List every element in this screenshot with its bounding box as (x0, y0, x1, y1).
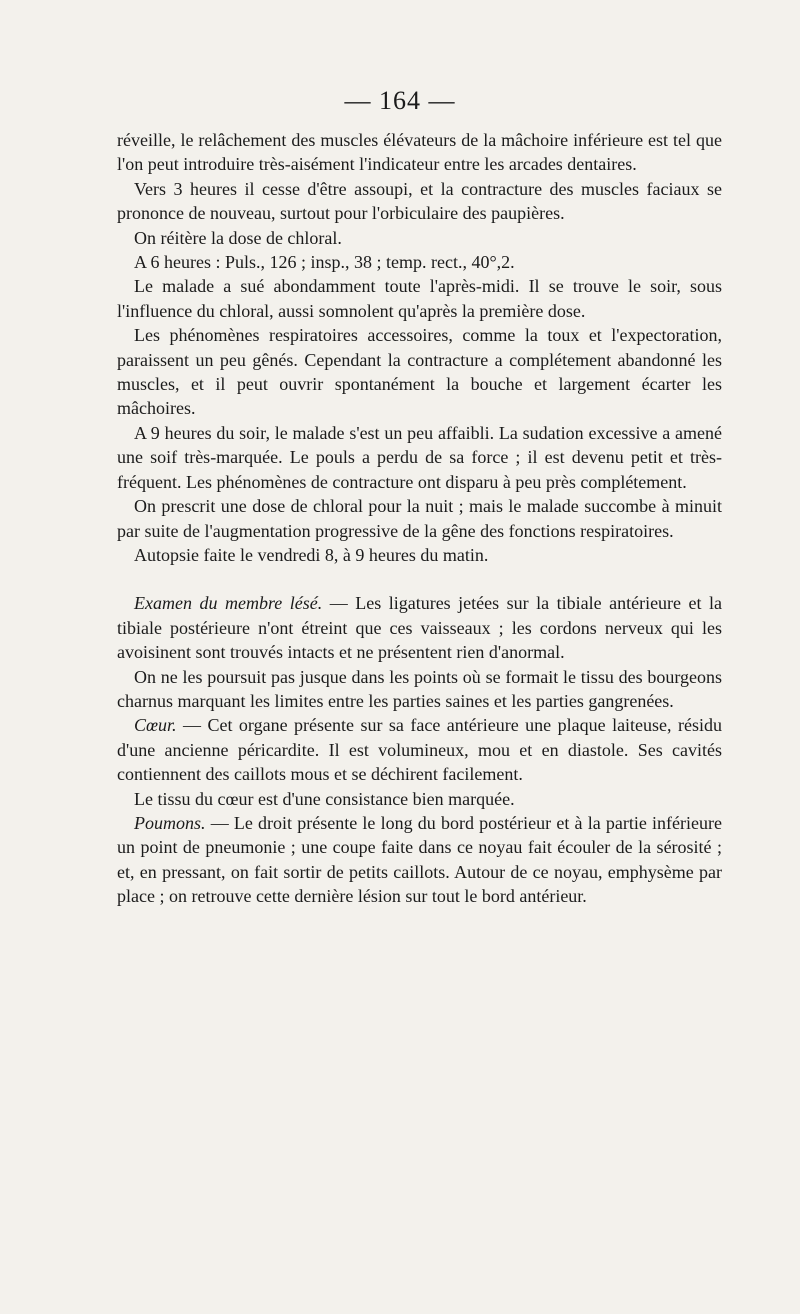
paragraph-coeur-text: — Cet organe présente sur sa face antérieure une plaque laiteuse, résidu d'une ancienne péricardite. Il est volumineux, mou et en diastole. Ses cavités contiennent des caillots mous et se déchirent facilement. (117, 715, 722, 785)
paragraph-8: On prescrit une dose de chloral pour la nuit ; mais le malade succombe à minuit par suite de l'augmentation progressive de la gêne des fonctions respiratoires. (117, 496, 722, 541)
section-heading-poumons: Poumons. (134, 812, 206, 833)
paragraph-7: A 9 heures du soir, le malade s'est un peu affaibli. La sudation excessive a amené une soif très-marquée. Le pouls a perdu de sa force ; il est devenu petit et très-fréquent. Les phénomènes de contracture ont disparu à peu près complétement. (117, 422, 722, 492)
paragraph-4: A 6 heures : Puls., 126 ; insp., 38 ; temp. rect., 40°,2. (134, 252, 515, 273)
paragraph-6: Les phénomènes respiratoires accessoires, comme la toux et l'expectoration, paraissent un peu gênés. Cependant la contracture a complétement abandonné les muscles, et il peut ouvrir spontanément la bouche et largement écarter les mâchoires. (117, 325, 722, 419)
paragraph-examen (117, 591, 722, 664)
paragraph-5: Le malade a sué abondamment toute l'après-midi. Il se trouve le soir, sous l'influence du chloral, aussi somnolent qu'après la première dose. (117, 276, 722, 321)
paragraph-1: réveille, le relâchement des muscles élévateurs de la mâchoire inférieure est tel que l'on peut introduire très-aisément l'indicateur entre les arcades dentaires. (117, 130, 722, 175)
paragraph-2: Vers 3 heures il cesse d'être assoupi, et la contracture des muscles faciaux se prononce de nouveau, surtout pour l'orbiculaire des paupières. (117, 178, 722, 224)
paragraph-11: On ne les poursuit pas jusque dans les points où se formait le tissu des bourgeons charnus marquant les limites entre les parties saines et les parties gangrenées. (117, 666, 722, 711)
paragraph-13: Le tissu du cœur est d'une consistance bien marquée. (134, 788, 515, 809)
paragraph-9: Autopsie faite le vendredi 8, à 9 heures du matin. (134, 544, 489, 565)
body-text (117, 128, 722, 909)
paragraph-3: On réitère la dose de chloral. (134, 227, 342, 248)
page-number: — 164 — (344, 86, 456, 115)
paragraph-poumons-text: — Le droit présente le long du bord postérieur et à la partie inférieure un point de pneumonie ; une coupe faite dans ce noyau fait écouler de la sérosité ; et, en pressant, on fait sortir de petits caillots. Autour de ce noyau, emphysème par place ; on retrouve cette dernière lésion sur tout le bord antérieur. (117, 812, 722, 907)
section-heading-examen: Examen du membre lésé. (134, 593, 323, 614)
section-heading-coeur: Cœur. (134, 715, 177, 736)
paragraph-poumons (117, 811, 722, 909)
paragraph-examen-text: — Les ligatures jetées sur la tibiale antérieure et la tibiale postérieure n'ont étreint que ces vaisseaux ; les cordons nerveux qui les avoisinent sont trouvés intacts et ne présentent rien d'anormal. (117, 593, 722, 663)
paragraph-coeur (117, 713, 722, 786)
